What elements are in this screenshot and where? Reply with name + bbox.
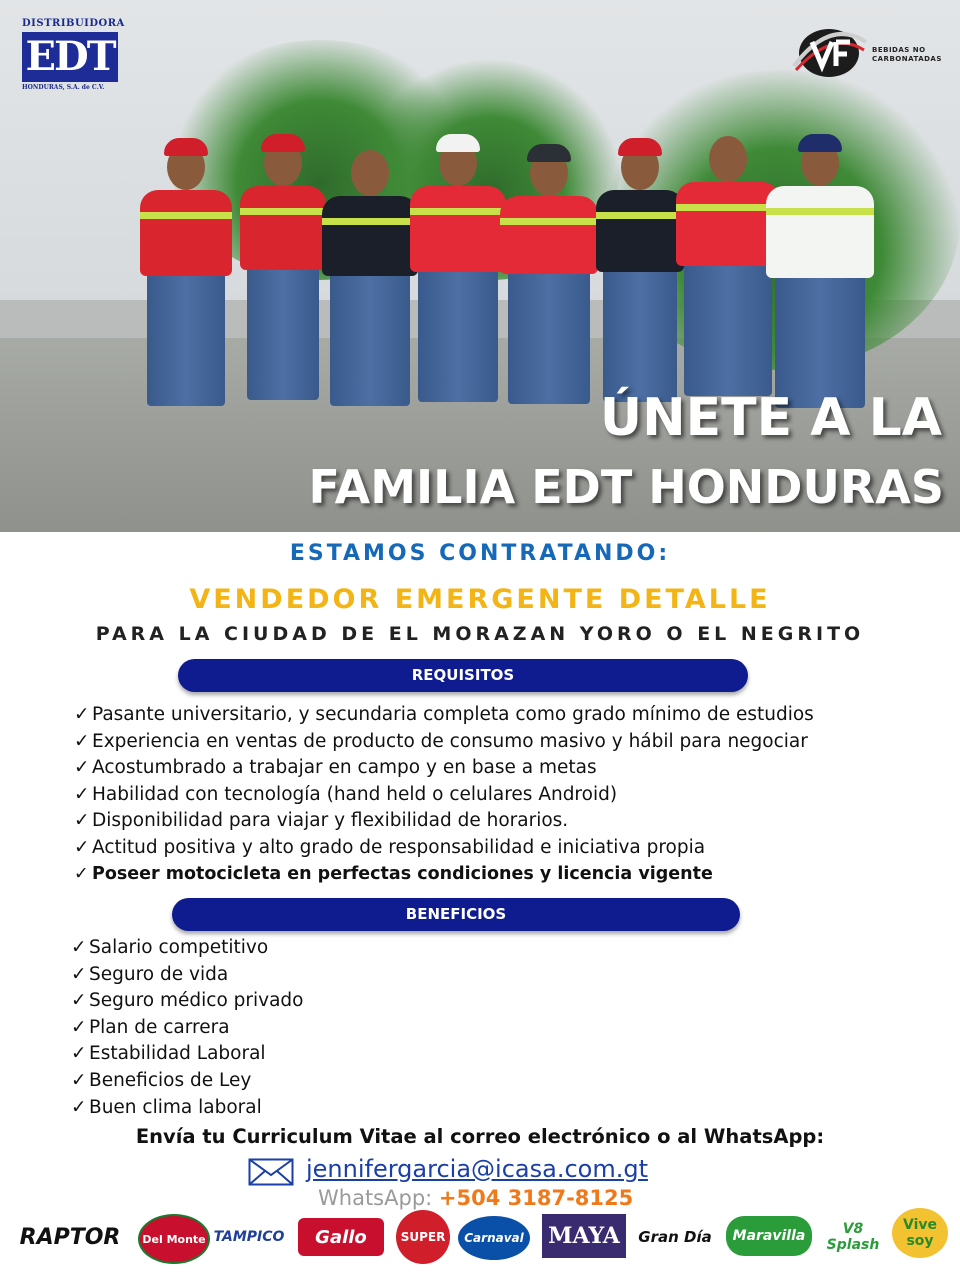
list-item xyxy=(74,782,814,809)
list-item xyxy=(74,808,814,835)
headline-line-2: FAMILIA EDT HONDURAS xyxy=(308,460,944,514)
list-item-text: Experiencia en ventas de producto de consumo masivo y hábil para negociar xyxy=(92,730,808,752)
check-icon: ✓ xyxy=(74,730,90,752)
hero-photo xyxy=(0,0,960,532)
position-title: VENDEDOR EMERGENTE DETALLE xyxy=(189,584,771,615)
vf-logo-text-1: BEBIDAS NO xyxy=(872,46,926,54)
vf-logo-text xyxy=(872,46,942,64)
list-item xyxy=(71,962,303,989)
check-icon: ✓ xyxy=(71,963,87,985)
list-item-text: Actitud positiva y alto grado de responsabilidad e iniciativa propia xyxy=(92,836,706,858)
v8-splash-logo: V8 Splash xyxy=(826,1221,880,1253)
check-icon: ✓ xyxy=(71,1096,87,1118)
list-item xyxy=(74,702,814,729)
list-item xyxy=(71,1068,303,1095)
worker-figure xyxy=(140,190,232,276)
worker-figure xyxy=(322,196,418,276)
list-item-text: Seguro de vida xyxy=(89,963,229,985)
carnaval-logo: Carnaval xyxy=(458,1216,530,1260)
gran-dia-logo: Gran Día xyxy=(638,1228,712,1246)
tampico-logo: TAMPICO xyxy=(213,1229,285,1245)
edt-logo-bottom: HONDURAS, S.A. de C.V. xyxy=(22,84,105,91)
list-item-text: Salario competitivo xyxy=(89,937,269,958)
whatsapp-label: WhatsApp: xyxy=(318,1186,433,1210)
check-icon: ✓ xyxy=(74,757,90,778)
list-item-text: Poseer motocicleta en perfectas condiciones y licencia vigente xyxy=(92,864,713,884)
list-item xyxy=(71,1015,303,1042)
list-item xyxy=(71,935,303,962)
list-item-text: Buen clima laboral xyxy=(89,1096,262,1118)
headline-line-1: ÚNETE A LA xyxy=(599,388,942,448)
whatsapp-number[interactable]: +504 3187-8125 xyxy=(438,1186,634,1210)
vf-logo xyxy=(790,26,950,82)
edt-logo-mark: EDT xyxy=(22,32,118,82)
check-icon: ✓ xyxy=(74,783,90,805)
list-item-text: Pasante universitario, y secundaria completa como grado mínimo de estudios xyxy=(92,704,814,725)
vive-soy-logo: Vive soy xyxy=(892,1208,948,1258)
maravilla-logo: Maravilla xyxy=(726,1216,812,1256)
email-link[interactable]: jennifergarcia@icasa.com.gt xyxy=(306,1155,648,1183)
list-item xyxy=(71,1095,303,1122)
check-icon: ✓ xyxy=(74,704,90,725)
list-item xyxy=(74,755,814,782)
list-item xyxy=(71,988,303,1015)
list-item xyxy=(74,861,814,888)
gallo-logo: Gallo xyxy=(298,1218,384,1256)
vf-logo-icon xyxy=(790,26,868,80)
super-logo: SUPER xyxy=(396,1210,450,1264)
list-item-text: Seguro médico privado xyxy=(89,990,304,1012)
check-icon: ✓ xyxy=(74,864,89,884)
cta-text: Envía tu Curriculum Vitae al correo electrónico o al WhatsApp: xyxy=(135,1125,825,1148)
list-item-text: Acostumbrado a trabajar en campo y en base a metas xyxy=(92,757,597,778)
check-icon: ✓ xyxy=(71,937,87,958)
list-item xyxy=(74,835,814,862)
envelope-icon xyxy=(248,1158,294,1186)
hiring-title: ESTAMOS CONTRATANDO: xyxy=(289,541,671,566)
brand-strip xyxy=(14,1204,950,1274)
list-item-text: Beneficios de Ley xyxy=(89,1069,252,1091)
check-icon: ✓ xyxy=(71,1069,87,1091)
raptor-logo: RAPTOR xyxy=(14,1212,126,1262)
location-text: PARA LA CIUDAD DE EL MORAZAN YORO O EL NEGRITO xyxy=(95,623,865,645)
list-item-text: Estabilidad Laboral xyxy=(89,1043,266,1065)
beneficios-list xyxy=(71,935,303,1121)
check-icon: ✓ xyxy=(74,836,90,858)
check-icon: ✓ xyxy=(71,1016,87,1038)
worker-figure xyxy=(766,186,874,278)
worker-figure xyxy=(500,196,598,274)
maya-logo: MAYA xyxy=(542,1214,626,1258)
worker-figure xyxy=(410,186,506,272)
worker-figure xyxy=(240,186,326,270)
check-icon: ✓ xyxy=(74,810,90,831)
list-item xyxy=(71,1041,303,1068)
requisitos-heading: REQUISITOS xyxy=(178,659,748,692)
list-item xyxy=(74,729,814,756)
beneficios-heading: BENEFICIOS xyxy=(172,898,740,931)
vf-logo-text-2: CARBONATADAS xyxy=(872,55,942,63)
edt-logo-top: DISTRIBUIDORA xyxy=(22,18,125,29)
edt-logo xyxy=(22,18,125,94)
check-icon: ✓ xyxy=(71,990,87,1012)
requisitos-list xyxy=(74,702,814,888)
list-item-text: Disponibilidad para viajar y flexibilidad de horarios. xyxy=(92,810,569,831)
list-item-text: Habilidad con tecnología (hand held o celulares Android) xyxy=(92,783,618,805)
delmonte-logo: Del Monte xyxy=(138,1214,210,1264)
check-icon: ✓ xyxy=(71,1043,87,1065)
list-item-text: Plan de carrera xyxy=(89,1016,230,1038)
worker-figure xyxy=(596,190,684,272)
worker-figure xyxy=(676,182,780,266)
